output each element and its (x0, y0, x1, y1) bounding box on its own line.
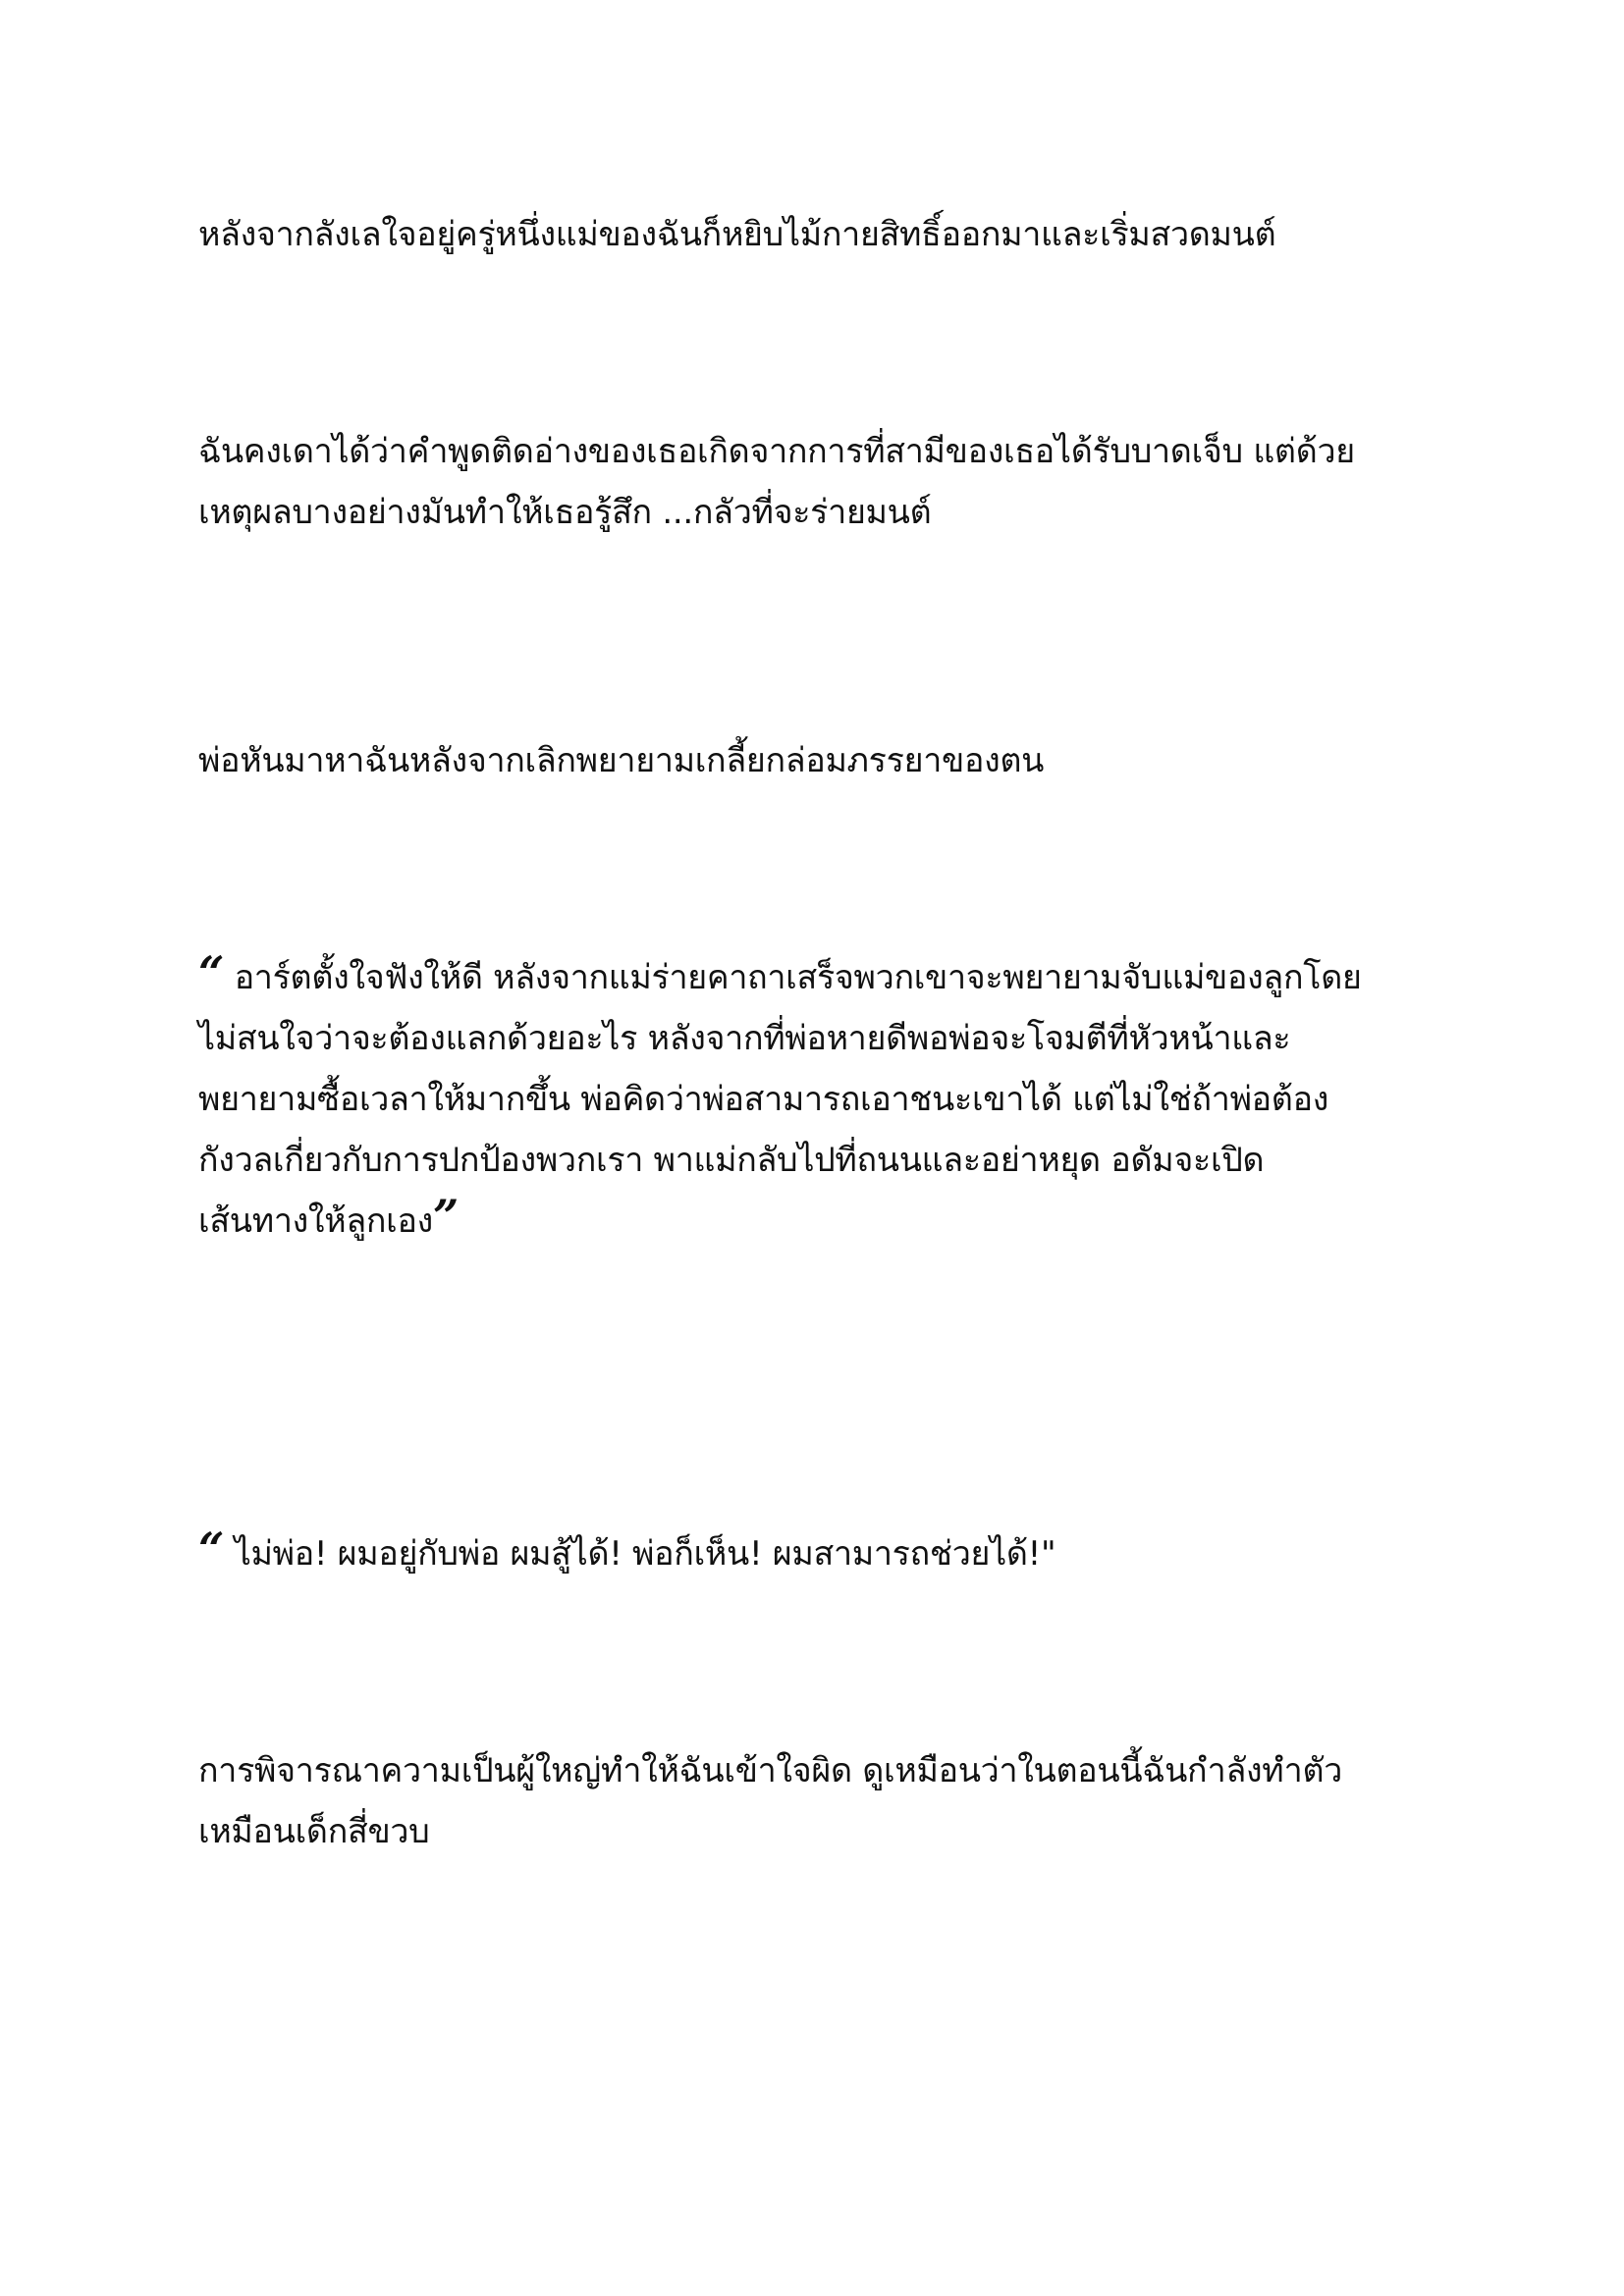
text-line: หลังจากลังเลใจอยู่ครู่หนึ่งแม่ของฉันก็หยิบไม้กายสิทธิ์ออกมาและเริ่มสวดมนต์ (198, 215, 1276, 254)
text-line: พยายามซื้อเวลาให้มากขึ้น พ่อคิดว่าพ่อสามารถเอาชนะเขาได้ แต่ไม่ใช่ถ้าพ่อต้อง (198, 1080, 1329, 1119)
paragraph-dialogue-father (198, 947, 1435, 1252)
paragraph-6 (198, 1740, 1435, 1862)
paragraph-dialogue-son (198, 1523, 1435, 1584)
text-line-last (198, 1191, 1435, 1252)
text-line: ไม่พ่อ! ผมอยู่กับพ่อ ผมสู้ได้! พ่อก็เห็น! ผมสามารถช่วยได้!" (234, 1534, 1056, 1574)
text-line: กังวลเกี่ยวกับการปกป้องพวกเรา พาแม่กลับไปที่ถนนและอย่าหยุด อดัมจะเปิด (198, 1141, 1265, 1180)
text-line: พ่อหันมาหาฉันหลังจากเลิกพยายามเกลี้ยกล่อมภรรยาของตน (198, 741, 1045, 780)
text-line: การพิจารณาความเป็นผู้ใหญ่ทำให้ฉันเข้าใจผิด ดูเหมือนว่าในตอนนี้ฉันกำลังทำตัว (198, 1751, 1343, 1790)
open-quote-mark: “ (198, 946, 225, 999)
open-quote-mark: “ (198, 1522, 225, 1575)
text-line: ไม่สนใจว่าจะต้องแลกด้วยอะไร หลังจากที่พ่อหายดีพอพ่อจะโจมตีที่หัวหน้าและ (198, 1019, 1291, 1058)
close-quote-mark: ” (432, 1190, 460, 1243)
text-line: ฉันคงเดาได้ว่าคำพูดติดอ่างของเธอเกิดจากการที่สามีของเธอได้รับบาดเจ็บ แต่ด้วย (198, 432, 1355, 471)
paragraph-2 (198, 421, 1435, 543)
text-line: เหมือนเด็กสี่ขวบ (198, 1812, 430, 1851)
paragraph-1 (198, 204, 1435, 265)
text-line: อาร์ตตั้งใจฟังให้ดี หลังจากแม่ร่ายคาถาเสร็จพวกเขาจะพยายามจับแม่ของลูกโดย (234, 958, 1362, 997)
paragraph-3 (198, 730, 1435, 791)
text-line-first (198, 1523, 1435, 1584)
text-line-first (198, 947, 1435, 1008)
text-line: เหตุผลบางอย่างมันทำให้เธอรู้สึก ...กลัวที่จะร่ายมนต์ (198, 493, 932, 532)
text-line: เส้นทางให้ลูกเอง (198, 1201, 433, 1241)
